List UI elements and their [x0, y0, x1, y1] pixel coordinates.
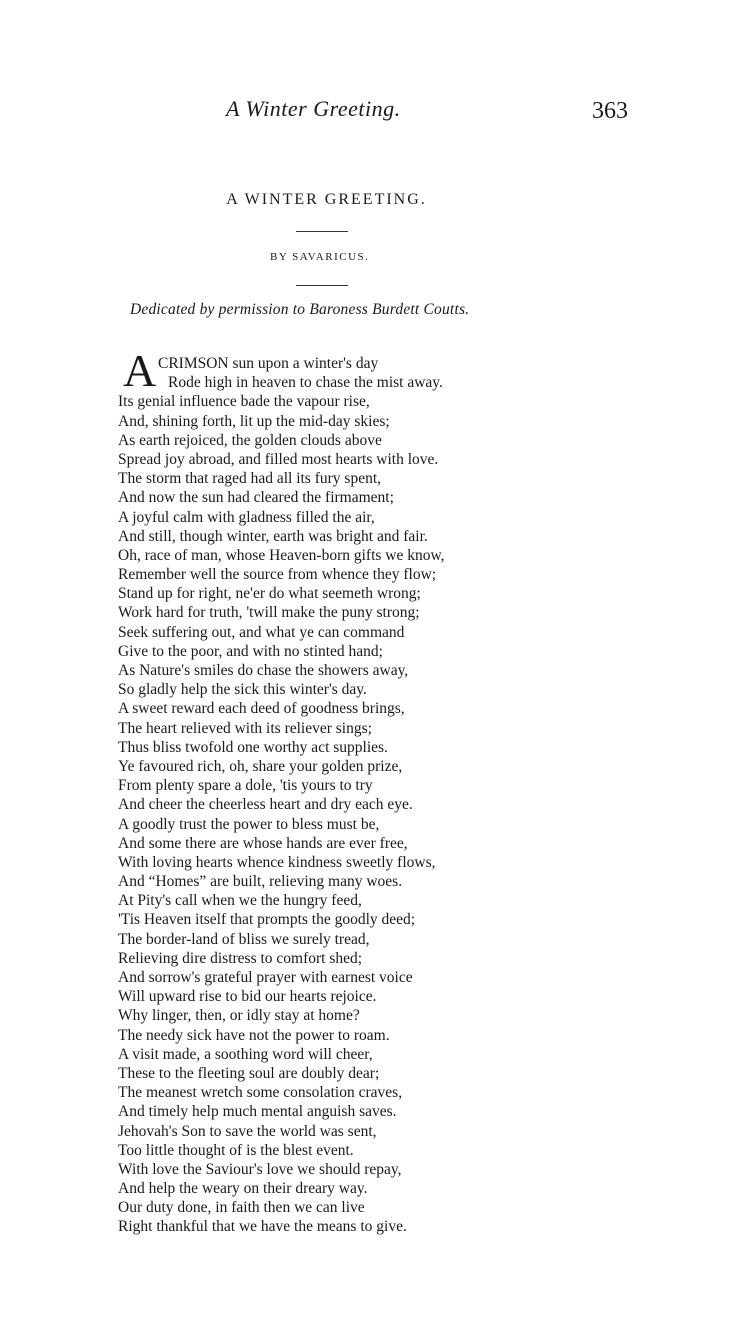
poem-line: Relieving dire distress to comfort shed;: [118, 949, 363, 967]
poem-line: The needy sick have not the power to roam.: [118, 1026, 390, 1044]
poem-line: Seek suffering out, and what ye can command: [118, 623, 405, 641]
poem-line: And, shining forth, lit up the mid-day skies;: [118, 412, 390, 430]
poem-line: And now the sun had cleared the firmament;: [118, 489, 394, 507]
poem-line: Too little thought of is the blest event.: [118, 1141, 354, 1159]
byline: BY SAVARICUS.: [270, 251, 370, 263]
poem-line: Work hard for truth, 'twill make the puny strong;: [118, 604, 420, 622]
poem-line: Our duty done, in faith then we can live: [118, 1199, 365, 1217]
poem-line: A visit made, a soothing word will cheer,: [118, 1045, 373, 1063]
poem-line: Oh, race of man, whose Heaven-born gifts we know,: [118, 546, 445, 564]
poem-line: With loving hearts whence kindness sweetly flows,: [118, 853, 436, 871]
poem-line: Spread joy abroad, and filled most hearts with love.: [118, 450, 439, 468]
poem-title-text: A WINTER GREETING.: [226, 191, 427, 208]
poem-line: The heart relieved with its reliever sings;: [118, 719, 372, 737]
poem-line: CRIMSON sun upon a winter's day: [158, 355, 379, 372]
poem-line: From plenty spare a dole, 'tis yours to try: [118, 777, 373, 795]
poem-line: At Pity's call when we the hungry feed,: [118, 892, 362, 910]
poem-line: Why linger, then, or idly stay at home?: [118, 1007, 360, 1025]
poem-title: [0, 191, 753, 209]
poem-line: Give to the poor, and with no stinted hand;: [118, 642, 383, 660]
poem-line: So gladly help the sick this winter's day.: [118, 681, 367, 699]
poem-line: Rode high in heaven to chase the mist away.: [168, 374, 443, 392]
drop-cap: A: [123, 345, 157, 396]
poem-line: Jehovah's Son to save the world was sent,: [118, 1122, 377, 1140]
poem-line: Stand up for right, ne'er do what seemeth wrong;: [118, 585, 421, 603]
poem-line: And still, though winter, earth was bright and fair.: [118, 527, 428, 545]
dedication: Dedicated by permission to Baroness Burdett Coutts.: [130, 301, 470, 318]
poem-line: And timely help much mental anguish saves.: [118, 1103, 397, 1121]
poem-line: Remember well the source from whence they flow;: [118, 566, 437, 584]
poem-line: A sweet reward each deed of goodness brings,: [118, 700, 405, 718]
poem-line: 'Tis Heaven itself that prompts the goodly deed;: [118, 911, 416, 929]
poem-line: These to the fleeting soul are doubly dear;: [118, 1064, 380, 1082]
running-title: A Winter Greeting.: [226, 96, 401, 121]
poem-line: The storm that raged had all its fury spent,: [118, 470, 382, 488]
poem-line: The meanest wretch some consolation craves,: [118, 1084, 403, 1102]
title-rule: [296, 231, 348, 232]
poem-line: And cheer the cheerless heart and dry each eye.: [118, 796, 413, 814]
poem-line: Will upward rise to bid our hearts rejoice.: [118, 988, 377, 1006]
poem-line: Its genial influence bade the vapour rise,: [118, 393, 370, 411]
poem-line: A joyful calm with gladness filled the air,: [118, 508, 375, 526]
poem-line: A goodly trust the power to bless must be,: [118, 815, 380, 833]
page-number: 363: [592, 98, 628, 124]
poem-line: Thus bliss twofold one worthy act supplies.: [118, 738, 388, 756]
poem-body: [118, 354, 538, 1237]
poem-line: And help the weary on their dreary way.: [118, 1180, 368, 1198]
poem-line: As earth rejoiced, the golden clouds above: [118, 431, 382, 449]
poem-line: Right thankful that we have the means to give.: [118, 1218, 407, 1236]
poem-line: Ye favoured rich, oh, share your golden prize,: [118, 757, 403, 775]
poem-line: With love the Saviour's love we should repay,: [118, 1160, 402, 1178]
byline-rule: [296, 285, 348, 286]
poem-line: And sorrow's grateful prayer with earnest voice: [118, 969, 413, 986]
poem-line: And “Homes” are built, relieving many woes.: [118, 873, 403, 891]
poem-line: The border-land of bliss we surely tread,: [118, 930, 370, 948]
running-head: [0, 96, 753, 128]
poem-line: And some there are whose hands are ever free,: [118, 834, 408, 852]
poem-line: As Nature's smiles do chase the showers away,: [118, 662, 409, 679]
